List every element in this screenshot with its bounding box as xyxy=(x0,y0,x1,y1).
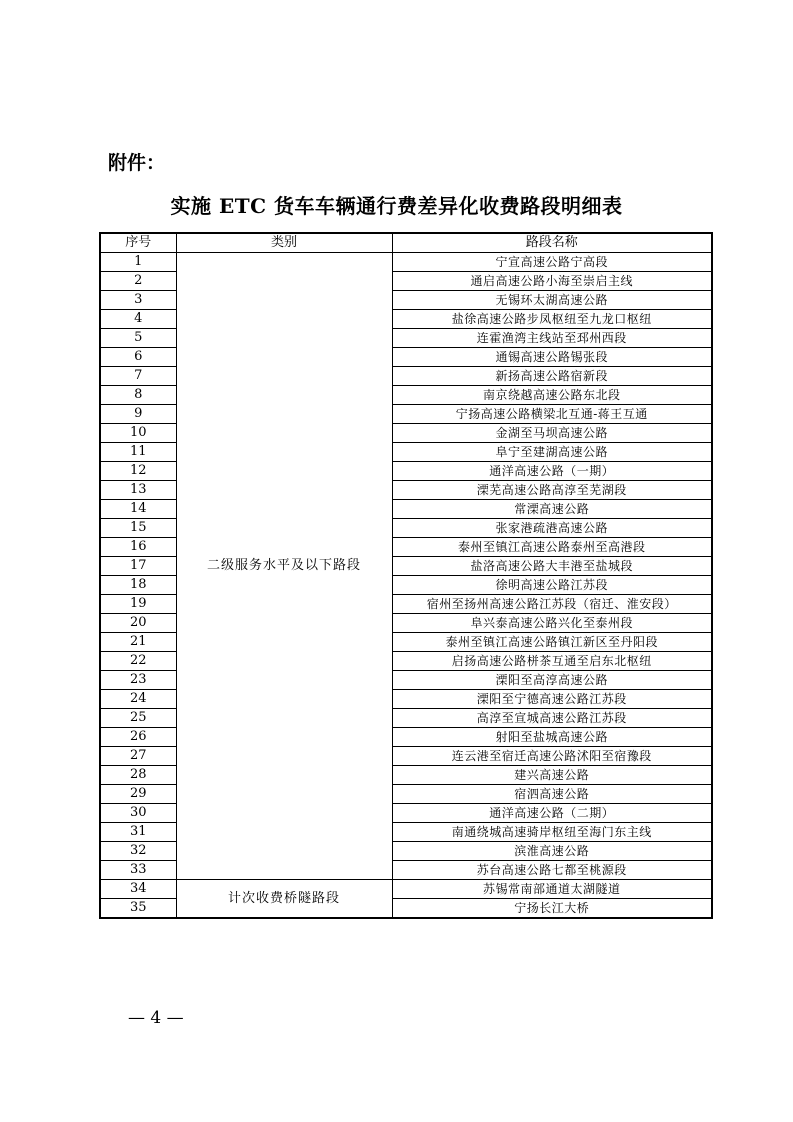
row-seq: 28 xyxy=(100,766,176,785)
row-seq: 24 xyxy=(100,690,176,709)
row-road-name: 建兴高速公路 xyxy=(392,766,712,785)
header-seq: 序号 xyxy=(100,233,176,253)
row-seq: 27 xyxy=(100,747,176,766)
row-road-name: 南通绕城高速骑岸枢纽至海门东主线 xyxy=(392,823,712,842)
row-seq: 18 xyxy=(100,576,176,595)
row-seq: 7 xyxy=(100,367,176,386)
row-seq: 17 xyxy=(100,557,176,576)
row-category: 计次收费桥隧路段 xyxy=(176,880,392,919)
row-road-name: 滨淮高速公路 xyxy=(392,842,712,861)
row-seq: 20 xyxy=(100,614,176,633)
row-road-name: 苏台高速公路七都至桃源段 xyxy=(392,861,712,880)
row-road-name: 新扬高速公路宿新段 xyxy=(392,367,712,386)
row-seq: 22 xyxy=(100,652,176,671)
row-seq: 4 xyxy=(100,310,176,329)
table-body xyxy=(100,253,712,919)
row-seq: 32 xyxy=(100,842,176,861)
header-road: 路段名称 xyxy=(392,233,712,253)
row-seq: 1 xyxy=(100,253,176,272)
row-seq: 16 xyxy=(100,538,176,557)
row-road-name: 泰州至镇江高速公路镇江新区至丹阳段 xyxy=(392,633,712,652)
row-road-name: 阜宁至建湖高速公路 xyxy=(392,443,712,462)
row-category: 二级服务水平及以下路段 xyxy=(176,253,392,880)
row-road-name: 宁扬高速公路横梁北互通-蒋王互通 xyxy=(392,405,712,424)
row-seq: 23 xyxy=(100,671,176,690)
row-road-name: 通启高速公路小海至崇启主线 xyxy=(392,272,712,291)
row-seq: 30 xyxy=(100,804,176,823)
table-row xyxy=(100,880,712,899)
row-road-name: 张家港疏港高速公路 xyxy=(392,519,712,538)
row-road-name: 通洋高速公路（二期） xyxy=(392,804,712,823)
table-row xyxy=(100,253,712,272)
row-road-name: 宿州至扬州高速公路江苏段（宿迁、淮安段） xyxy=(392,595,712,614)
row-road-name: 启扬高速公路栟茶互通至启东北枢纽 xyxy=(392,652,712,671)
attachment-label: 附件： xyxy=(108,152,166,174)
row-road-name: 通锡高速公路锡张段 xyxy=(392,348,712,367)
row-seq: 11 xyxy=(100,443,176,462)
row-road-name: 通洋高速公路（一期） xyxy=(392,462,712,481)
row-road-name: 阜兴泰高速公路兴化至泰州段 xyxy=(392,614,712,633)
row-seq: 2 xyxy=(100,272,176,291)
row-seq: 15 xyxy=(100,519,176,538)
row-road-name: 无锡环太湖高速公路 xyxy=(392,291,712,310)
row-road-name: 连霍渔湾主线站至邳州西段 xyxy=(392,329,712,348)
row-road-name: 宁宣高速公路宁高段 xyxy=(392,253,712,272)
row-road-name: 溧阳至宁德高速公路江苏段 xyxy=(392,690,712,709)
row-road-name: 金湖至马坝高速公路 xyxy=(392,424,712,443)
row-road-name: 宁扬长江大桥 xyxy=(392,899,712,919)
row-road-name: 溧芜高速公路高淳至芜湖段 xyxy=(392,481,712,500)
row-road-name: 泰州至镇江高速公路泰州至高港段 xyxy=(392,538,712,557)
row-seq: 25 xyxy=(100,709,176,728)
row-road-name: 射阳至盐城高速公路 xyxy=(392,728,712,747)
row-seq: 33 xyxy=(100,861,176,880)
row-seq: 29 xyxy=(100,785,176,804)
row-seq: 14 xyxy=(100,500,176,519)
row-seq: 10 xyxy=(100,424,176,443)
row-seq: 19 xyxy=(100,595,176,614)
row-road-name: 盐洛高速公路大丰港至盐城段 xyxy=(392,557,712,576)
row-seq: 26 xyxy=(100,728,176,747)
row-road-name: 苏锡常南部通道太湖隧道 xyxy=(392,880,712,899)
row-seq: 31 xyxy=(100,823,176,842)
row-seq: 34 xyxy=(100,880,176,899)
row-seq: 13 xyxy=(100,481,176,500)
row-seq: 21 xyxy=(100,633,176,652)
row-road-name: 高淳至宣城高速公路江苏段 xyxy=(392,709,712,728)
row-road-name: 盐徐高速公路步凤枢纽至九龙口枢纽 xyxy=(392,310,712,329)
road-section-table xyxy=(99,232,713,919)
row-road-name: 常溧高速公路 xyxy=(392,500,712,519)
row-seq: 6 xyxy=(100,348,176,367)
row-road-name: 连云港至宿迁高速公路沭阳至宿豫段 xyxy=(392,747,712,766)
row-road-name: 徐明高速公路江苏段 xyxy=(392,576,712,595)
row-seq: 8 xyxy=(100,386,176,405)
row-road-name: 南京绕越高速公路东北段 xyxy=(392,386,712,405)
table-header-row xyxy=(100,233,712,253)
header-category: 类别 xyxy=(176,233,392,253)
page-number: — 4 — xyxy=(128,1008,184,1028)
row-seq: 35 xyxy=(100,899,176,919)
row-road-name: 宿泗高速公路 xyxy=(392,785,712,804)
document-title: 实施 ETC 货车车辆通行费差异化收费路段明细表 xyxy=(170,194,623,218)
row-seq: 3 xyxy=(100,291,176,310)
row-seq: 5 xyxy=(100,329,176,348)
row-seq: 9 xyxy=(100,405,176,424)
row-road-name: 溧阳至高淳高速公路 xyxy=(392,671,712,690)
row-seq: 12 xyxy=(100,462,176,481)
